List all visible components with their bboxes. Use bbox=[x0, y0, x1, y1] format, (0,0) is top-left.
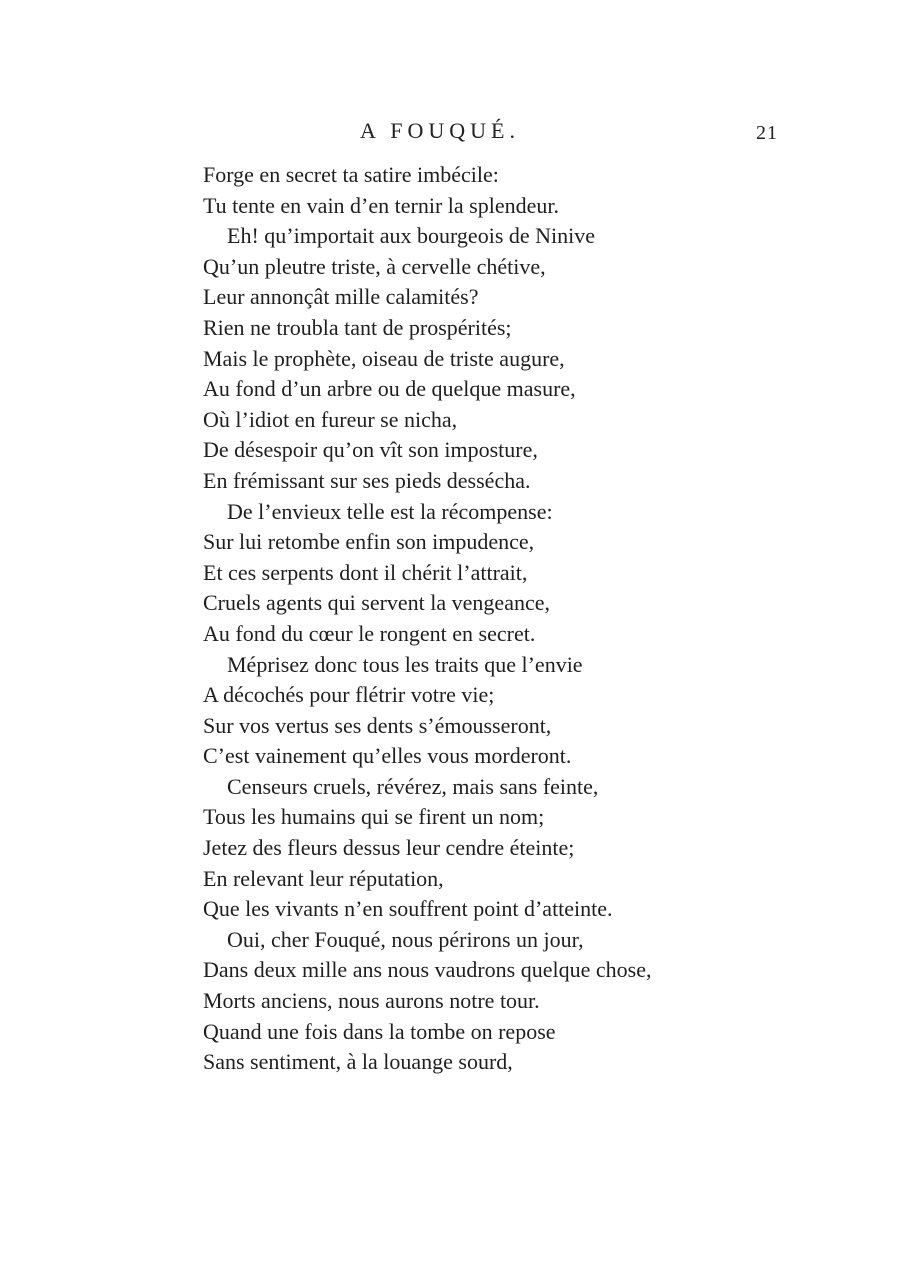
poem-line: Au fond d’un arbre ou de quelque masure, bbox=[203, 376, 576, 402]
poem-body bbox=[203, 160, 803, 1078]
poem-line: Quand une fois dans la tombe on repose bbox=[203, 1018, 556, 1044]
poem-line: En relevant leur réputation, bbox=[203, 865, 444, 891]
poem-line: Tu tente en vain d’en ternir la splendeur. bbox=[203, 192, 559, 218]
poem-line: A décochés pour flétrir votre vie; bbox=[203, 682, 495, 708]
poem-line: Leur annonçât mille calamités? bbox=[203, 284, 479, 310]
page-number: 21 bbox=[756, 122, 778, 144]
poem-line: Jetez des fleurs dessus leur cendre éteinte; bbox=[203, 835, 575, 861]
poem-line: Sur lui retombe enfin son impudence, bbox=[203, 529, 535, 555]
running-head-title: A FOUQUÉ. bbox=[360, 118, 520, 143]
poem-line: Tous les humains qui se firent un nom; bbox=[203, 804, 545, 830]
poem-line: Censeurs cruels, révérez, mais sans feinte, bbox=[227, 773, 599, 799]
poem-line: Sur vos vertus ses dents s’émousseront, bbox=[203, 712, 552, 738]
poem-line: Au fond du cœur le rongent en secret. bbox=[203, 620, 536, 646]
poem-line: De désespoir qu’on vît son imposture, bbox=[203, 437, 538, 463]
poem-line: Forge en secret ta satire imbécile: bbox=[203, 162, 499, 187]
poem-line: Cruels agents qui servent la vengeance, bbox=[203, 590, 550, 616]
poem-line: De l’envieux telle est la récompense: bbox=[227, 498, 553, 524]
poem-line: Qu’un pleutre triste, à cervelle chétive, bbox=[203, 253, 546, 279]
poem-line: Que les vivants n’en souffrent point d’atteinte. bbox=[203, 896, 613, 922]
poem-line: Sans sentiment, à la louange sourd, bbox=[203, 1049, 513, 1075]
poem-line: Dans deux mille ans nous vaudrons quelque chose, bbox=[203, 957, 652, 983]
poem-line: Méprisez donc tous les traits que l’envie bbox=[227, 651, 583, 677]
poem-line: Où l’idiot en fureur se nicha, bbox=[203, 406, 458, 432]
poem-line: En frémissant sur ses pieds dessécha. bbox=[203, 467, 531, 493]
poem-line: Mais le prophète, oiseau de triste augure, bbox=[203, 345, 565, 371]
poem-line: C’est vainement qu’elles vous morderont. bbox=[203, 743, 572, 769]
poem-line: Rien ne troubla tant de prospérités; bbox=[203, 314, 512, 340]
poem-line: Et ces serpents dont il chérit l’attrait, bbox=[203, 559, 528, 585]
poem-line: Eh! qu’importait aux bourgeois de Ninive bbox=[227, 223, 596, 249]
poem-line: Morts anciens, nous aurons notre tour. bbox=[203, 988, 540, 1014]
poem-line: Oui, cher Fouqué, nous périrons un jour, bbox=[227, 926, 584, 952]
